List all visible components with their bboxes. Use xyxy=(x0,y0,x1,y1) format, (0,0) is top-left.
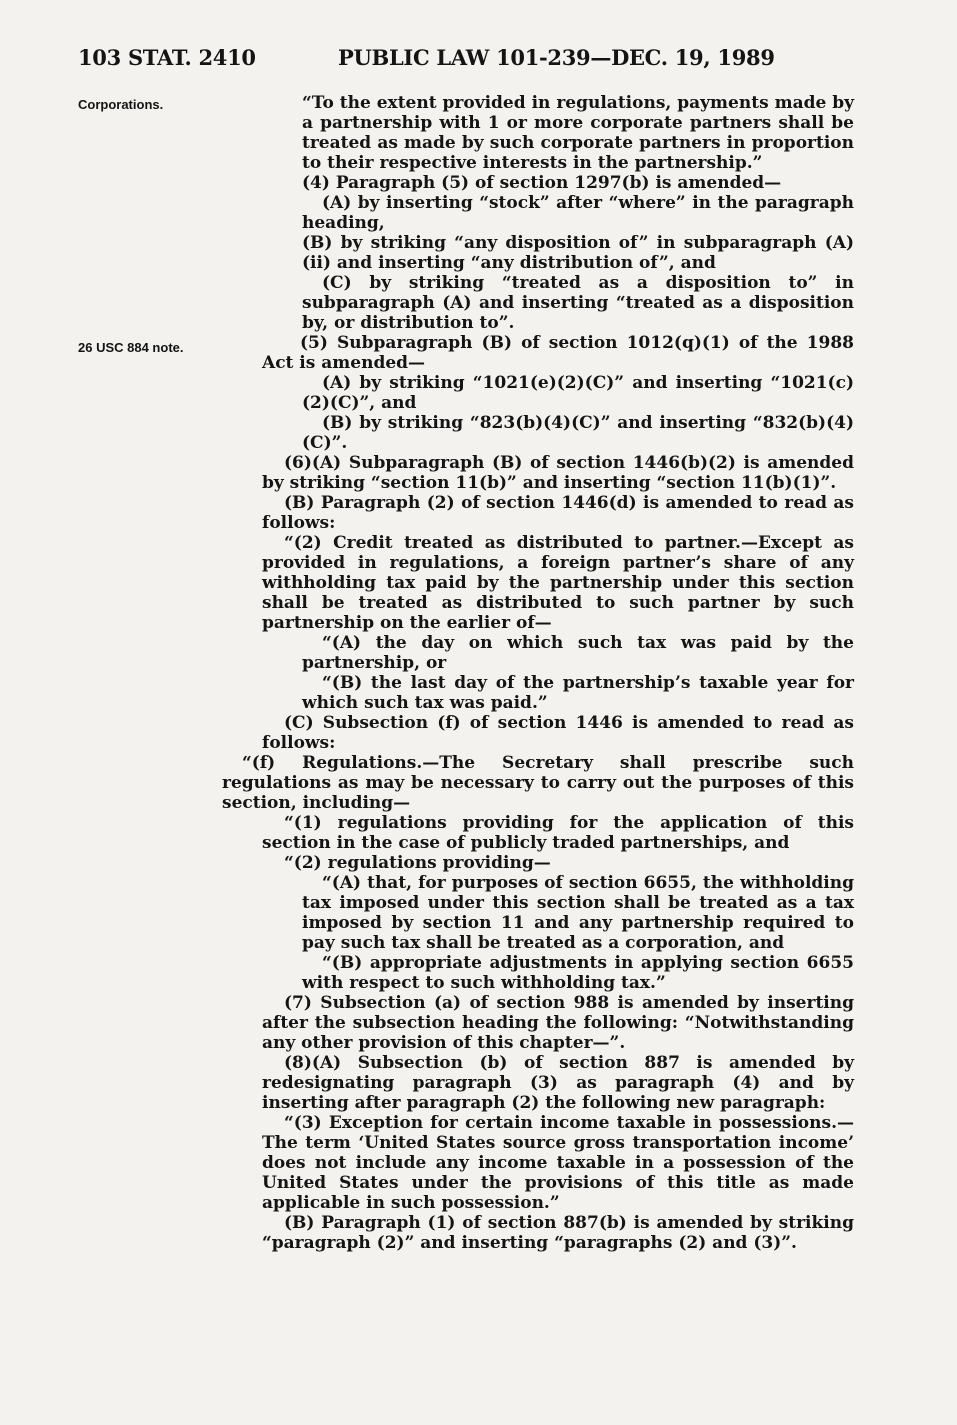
paragraph: “To the extent provided in regulations, payments made by a partnership with 1 or more corporate partners shall be treated as made by such corporate partners in proportion to their respective interests in the partnership.” xyxy=(302,93,854,173)
paragraph: (A) by striking “1021(e)(2)(C)” and inserting “1021(c)(2)(C)”, and xyxy=(302,373,854,413)
paragraph: (B) Paragraph (1) of section 887(b) is amended by striking “paragraph (2)” and inserting “paragraphs (2) and (3)”. xyxy=(262,1213,854,1253)
paragraph: (4) Paragraph (5) of section 1297(b) is amended— xyxy=(302,173,782,193)
paragraph: “(2) regulations providing— xyxy=(284,853,551,873)
paragraph: “(f) Regulations.—The Secretary shall prescribe such regulations as may be necessary to carry out the purposes of this section, including— xyxy=(222,753,854,813)
paragraph: “(B) the last day of the partnership’s taxable year for which such tax was paid.” xyxy=(302,673,854,713)
paragraph: (7) Subsection (a) of section 988 is amended by inserting after the subsection heading the following: “Notwithstanding any other provision of this chapter—”. xyxy=(262,993,854,1053)
paragraph: “(A) the day on which such tax was paid by the partnership, or xyxy=(302,633,854,673)
paragraph: (8)(A) Subsection (b) of section 887 is amended by redesignating paragraph (3) as paragraph (4) and by inserting after paragraph (2) the following new paragraph: xyxy=(262,1053,854,1113)
paragraph: “(A) that, for purposes of section 6655, the withholding tax imposed under this section shall be treated as a tax imposed by section 11 and any partnership required to pay such tax shall be treated as a corporation, and xyxy=(302,873,854,953)
paragraph: “(3) Exception for certain income taxable in possessions.—The term ‘United States source gross transportation income’ does not include any income taxable in a possession of the United States under the provisions of this title as made applicable in such possession.” xyxy=(262,1113,854,1213)
paragraph: (A) by inserting “stock” after “where” in the paragraph heading, xyxy=(302,193,854,233)
margin-note-usc: 26 USC 884 note. xyxy=(78,340,184,355)
margin-note-corporations: Corporations. xyxy=(78,97,164,112)
paragraph: “(B) appropriate adjustments in applying section 6655 with respect to such withholding tax.” xyxy=(302,953,854,993)
paragraph: “(1) regulations providing for the application of this section in the case of publicly traded partnerships, and xyxy=(262,813,854,853)
paragraph: (B) by striking “any disposition of” in subparagraph (A)(ii) and inserting “any distribution of”, and xyxy=(302,233,854,273)
paragraph: (6)(A) Subparagraph (B) of section 1446(b)(2) is amended by striking “section 11(b)” and inserting “section 11(b)(1)”. xyxy=(262,453,854,493)
paragraph: (C) by striking “treated as a disposition to” in subparagraph (A) and inserting “treated as a disposition by, or distribution to”. xyxy=(302,273,854,333)
paragraph: (5) Subparagraph (B) of section 1012(q)(1) of the 1988 Act is amended— xyxy=(262,333,854,373)
statute-body xyxy=(222,93,854,1253)
page-ref: 103 STAT. 2410 xyxy=(78,45,256,70)
page-title: PUBLIC LAW 101-239—DEC. 19, 1989 xyxy=(338,45,775,70)
paragraph: (C) Subsection (f) of section 1446 is amended to read as follows: xyxy=(262,713,854,753)
paragraph: “(2) Credit treated as distributed to partner.—Except as provided in regulations, a foreign partner’s share of any withholding tax paid by the partnership under this section shall be treated as distributed to such partner by such partnership on the earlier of— xyxy=(262,533,854,633)
paragraph: (B) by striking “823(b)(4)(C)” and inserting “832(b)(4)(C)”. xyxy=(302,413,854,453)
paragraph: (B) Paragraph (2) of section 1446(d) is amended to read as follows: xyxy=(262,493,854,533)
